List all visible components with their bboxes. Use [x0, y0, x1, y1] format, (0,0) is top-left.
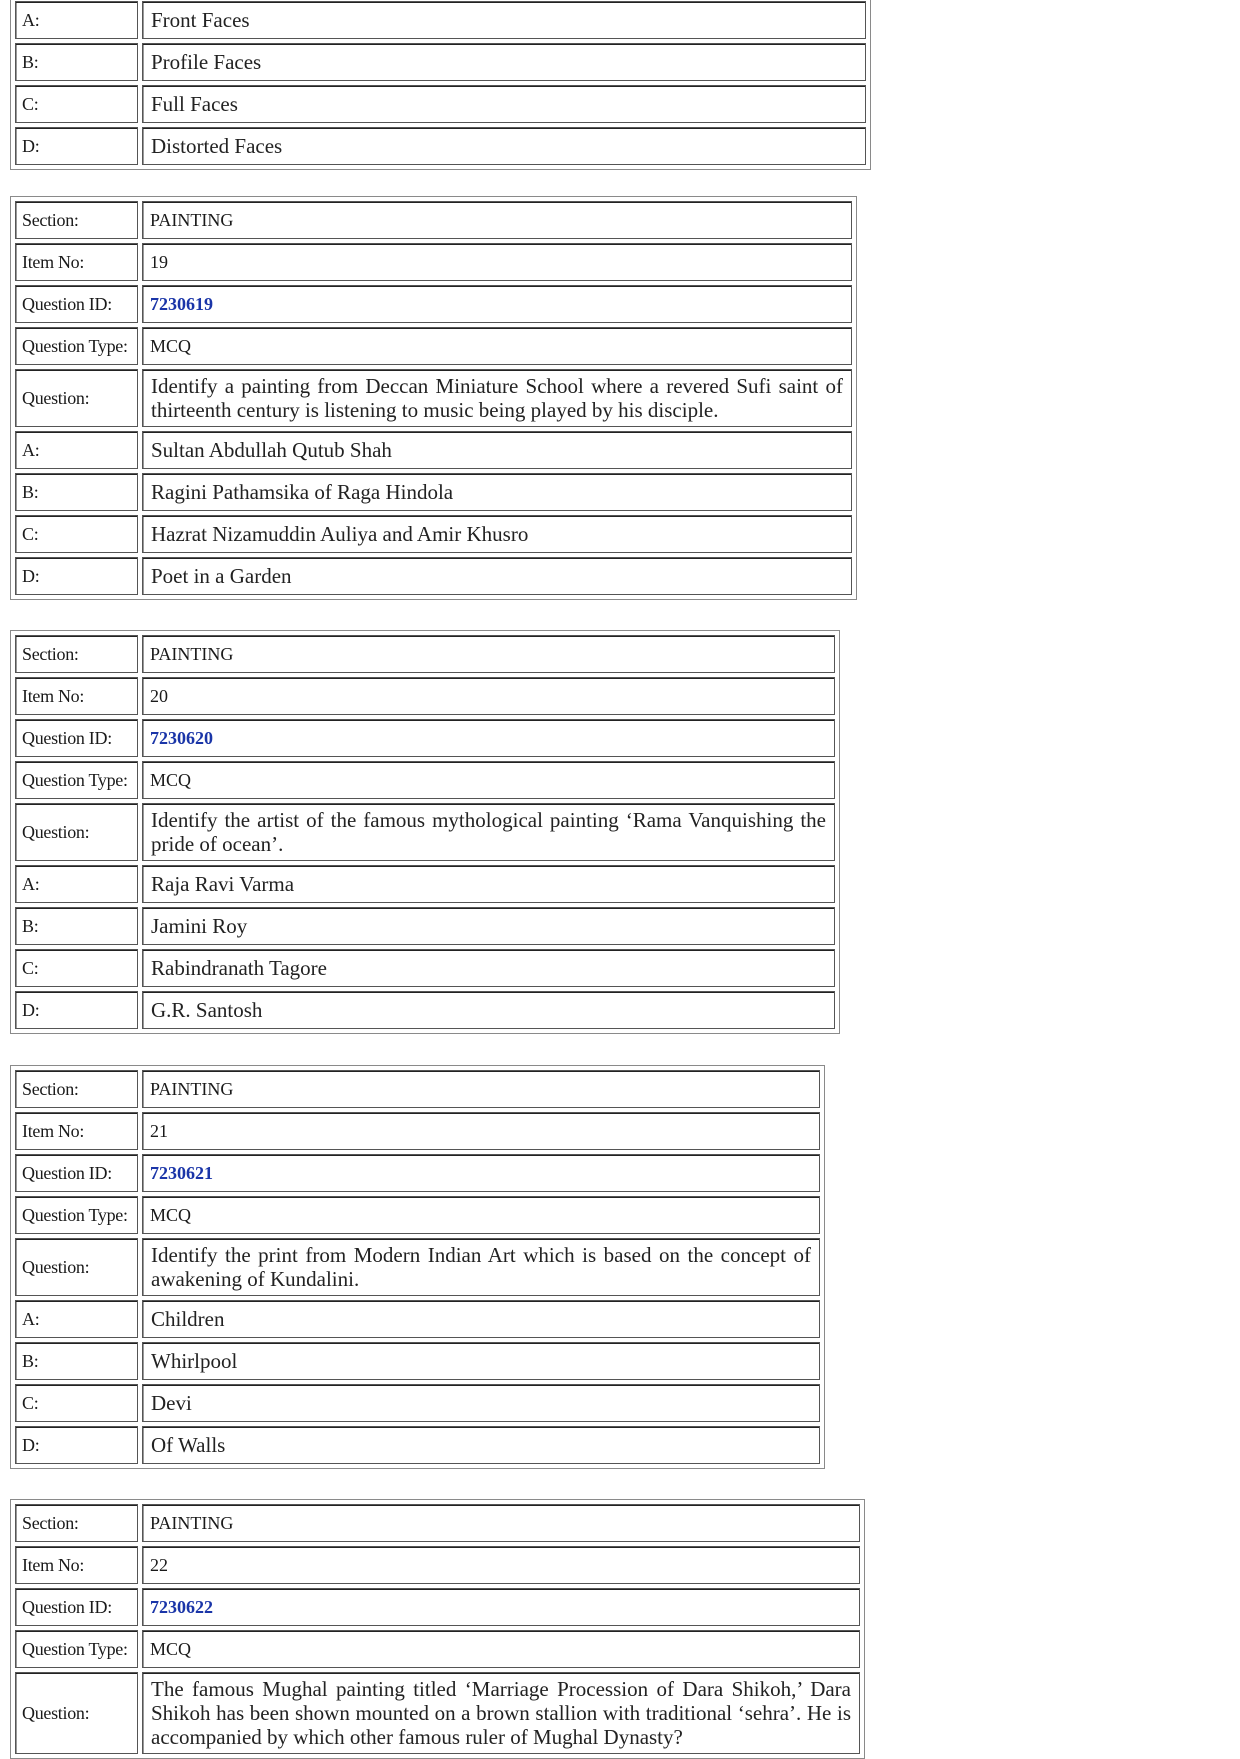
option-row-d	[15, 127, 866, 165]
question-row	[15, 1672, 860, 1754]
option-text-c: Rabindranath Tagore	[142, 949, 835, 987]
section-row	[15, 635, 835, 673]
question-id-label: Question ID:	[15, 285, 138, 323]
item-no-label: Item No:	[15, 1112, 138, 1150]
question-table-21	[10, 1065, 825, 1469]
option-row-a	[15, 1300, 820, 1338]
item-no-value: 19	[142, 243, 852, 281]
option-label-b: B:	[15, 1342, 138, 1380]
section-label: Section:	[15, 635, 138, 673]
option-text-c: Full Faces	[142, 85, 866, 123]
question-id-row	[15, 1588, 860, 1626]
option-text-b: Profile Faces	[142, 43, 866, 81]
option-label-b: B:	[15, 907, 138, 945]
question-table-20	[10, 630, 840, 1034]
option-label-d: D:	[15, 557, 138, 595]
section-row	[15, 1504, 860, 1542]
option-text-b: Whirlpool	[142, 1342, 820, 1380]
option-row-b	[15, 473, 852, 511]
option-row-d	[15, 557, 852, 595]
section-label: Section:	[15, 1504, 138, 1542]
question-label: Question:	[15, 803, 138, 861]
option-text-d: Of Walls	[142, 1426, 820, 1464]
option-row-b	[15, 907, 835, 945]
option-row-a	[15, 431, 852, 469]
option-row-c	[15, 1384, 820, 1422]
question-type-value: MCQ	[142, 327, 852, 365]
option-text-d: G.R. Santosh	[142, 991, 835, 1029]
question-id-row	[15, 719, 835, 757]
item-no-value: 20	[142, 677, 835, 715]
question-row	[15, 369, 852, 427]
option-label-a: A:	[15, 431, 138, 469]
item-no-row	[15, 243, 852, 281]
option-label-a: A:	[15, 1, 138, 39]
option-text-c: Devi	[142, 1384, 820, 1422]
section-label: Section:	[15, 1070, 138, 1108]
question-id-value: 7230621	[142, 1154, 820, 1192]
option-text-a: Front Faces	[142, 1, 866, 39]
question-label: Question:	[15, 1238, 138, 1296]
option-row-c	[15, 515, 852, 553]
option-row-b	[15, 43, 866, 81]
section-value: PAINTING	[142, 1070, 820, 1108]
option-text-a: Sultan Abdullah Qutub Shah	[142, 431, 852, 469]
question-id-label: Question ID:	[15, 1154, 138, 1192]
question-type-row	[15, 1196, 820, 1234]
item-no-row	[15, 1546, 860, 1584]
option-text-c: Hazrat Nizamuddin Auliya and Amir Khusro	[142, 515, 852, 553]
option-row-d	[15, 1426, 820, 1464]
section-value: PAINTING	[142, 1504, 860, 1542]
option-label-b: B:	[15, 473, 138, 511]
question-type-value: MCQ	[142, 1196, 820, 1234]
question-id-value: 7230620	[142, 719, 835, 757]
option-text-a: Raja Ravi Varma	[142, 865, 835, 903]
question-id-row	[15, 285, 852, 323]
section-value: PAINTING	[142, 201, 852, 239]
item-no-row	[15, 677, 835, 715]
option-row-c	[15, 85, 866, 123]
option-label-a: A:	[15, 1300, 138, 1338]
question-type-row	[15, 761, 835, 799]
option-label-a: A:	[15, 865, 138, 903]
question-label: Question:	[15, 1672, 138, 1754]
option-label-d: D:	[15, 991, 138, 1029]
option-label-b: B:	[15, 43, 138, 81]
option-row-d	[15, 991, 835, 1029]
item-no-label: Item No:	[15, 243, 138, 281]
question-type-value: MCQ	[142, 761, 835, 799]
section-row	[15, 201, 852, 239]
question-type-label: Question Type:	[15, 1630, 138, 1668]
option-label-c: C:	[15, 1384, 138, 1422]
question-id-row	[15, 1154, 820, 1192]
question-text: Identify the artist of the famous mythological painting ‘Rama Vanquishing the pride of ocean’.	[142, 803, 835, 861]
option-label-d: D:	[15, 127, 138, 165]
question-id-value: 7230619	[142, 285, 852, 323]
question-type-row	[15, 1630, 860, 1668]
option-text-d: Poet in a Garden	[142, 557, 852, 595]
option-row-a	[15, 865, 835, 903]
option-text-a: Children	[142, 1300, 820, 1338]
question-label: Question:	[15, 369, 138, 427]
section-row	[15, 1070, 820, 1108]
question-type-label: Question Type:	[15, 761, 138, 799]
option-label-c: C:	[15, 85, 138, 123]
item-no-row	[15, 1112, 820, 1150]
item-no-value: 21	[142, 1112, 820, 1150]
option-label-d: D:	[15, 1426, 138, 1464]
question-id-label: Question ID:	[15, 1588, 138, 1626]
option-label-c: C:	[15, 515, 138, 553]
question-table-19	[10, 196, 857, 600]
item-no-label: Item No:	[15, 1546, 138, 1584]
question-text: Identify the print from Modern Indian Art which is based on the concept of awakening of Kundalini.	[142, 1238, 820, 1296]
question-id-label: Question ID:	[15, 719, 138, 757]
question-text: Identify a painting from Deccan Miniature School where a revered Sufi saint of thirteenth century is listening to music being played by his disciple.	[142, 369, 852, 427]
section-label: Section:	[15, 201, 138, 239]
question-type-value: MCQ	[142, 1630, 860, 1668]
question-table-22	[10, 1499, 865, 1759]
question-row	[15, 1238, 820, 1296]
option-text-b: Ragini Pathamsika of Raga Hindola	[142, 473, 852, 511]
item-no-value: 22	[142, 1546, 860, 1584]
question-type-label: Question Type:	[15, 327, 138, 365]
option-text-d: Distorted Faces	[142, 127, 866, 165]
question-type-row	[15, 327, 852, 365]
option-row-b	[15, 1342, 820, 1380]
question-id-value: 7230622	[142, 1588, 860, 1626]
question-row	[15, 803, 835, 861]
question-table-18	[10, 0, 871, 170]
option-text-b: Jamini Roy	[142, 907, 835, 945]
item-no-label: Item No:	[15, 677, 138, 715]
question-text: The famous Mughal painting titled ‘Marriage Procession of Dara Shikoh,’ Dara Shikoh has been shown mounted on a brown stallion with traditional ‘sehra’. He is accompanied by which other famous ruler of Mughal Dynasty?	[142, 1672, 860, 1754]
section-value: PAINTING	[142, 635, 835, 673]
question-type-label: Question Type:	[15, 1196, 138, 1234]
option-label-c: C:	[15, 949, 138, 987]
option-row-a	[15, 1, 866, 39]
option-row-c	[15, 949, 835, 987]
